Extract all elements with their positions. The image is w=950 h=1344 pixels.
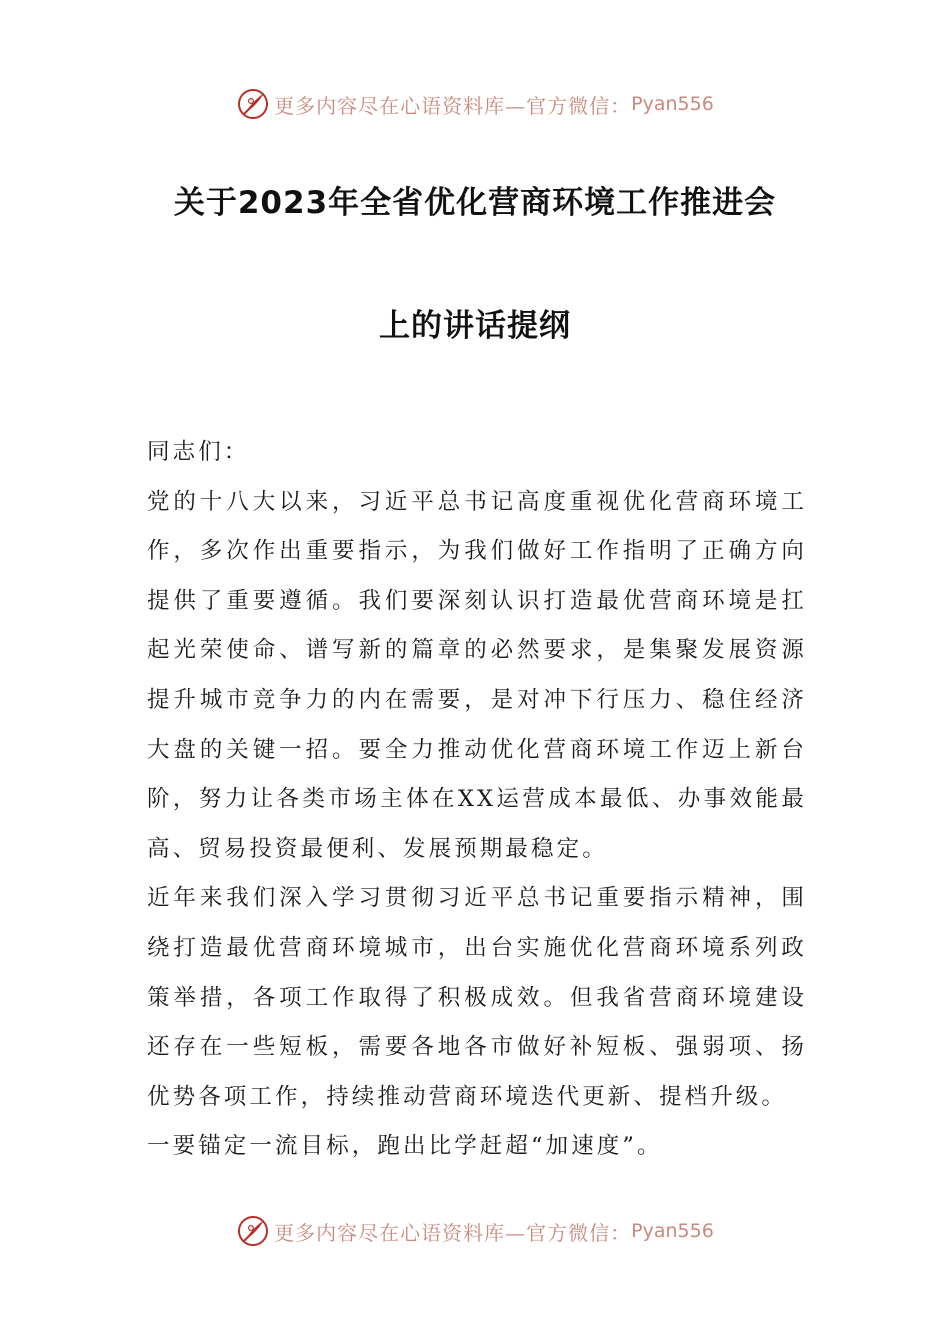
paragraph-1: 党的十八大以来，习近平总书记高度重视优化营商环境工作，多次作出重要指示，为我们做好工作指明了正确方向提供了重要遵循。我们要深刻认识打造最优营商环境是扛起光荣使命、谱写新的篇章的必然要求，是集聚发展资源提升城市竞争力的内在需要，是对冲下行压力、稳住经济大盘的关键一招。要全力推动优化营商环境工作迈上新台阶，努力让各类市场主体在XX运营成本最低、办事效能最高、贸易投资最便利、发展预期最稳定。 xyxy=(147,488,807,862)
paragraph-2: 近年来我们深入学习贯彻习近平总书记重要指示精神，围绕打造最优营商环境城市，出台实施优化营商环境系列政策举措，各项工作取得了积极成效。但我省营商环境建设还存在一些短板，需要各地各市做好补短板、强弱项、扬优势各项工作，持续推动营商环境迭代更新、提档升级。 xyxy=(147,885,807,1110)
header-watermark-banner xyxy=(0,82,950,126)
footer-wechat-id: Pyan556 xyxy=(631,1220,714,1242)
quill-pen-logo-icon xyxy=(236,1214,270,1248)
salutation: 同志们： xyxy=(147,439,250,465)
footer-watermark-banner xyxy=(0,1209,950,1253)
speech-body xyxy=(147,428,807,1172)
header-wechat-id: Pyan556 xyxy=(631,93,714,115)
paragraph-3: 一要锚定一流目标，跑出比学赶超“加速度”。 xyxy=(147,1133,663,1160)
document-title-line-1: 关于2023年全省优化营商环境工作推进会 xyxy=(173,185,777,221)
document-title-line-2: 上的讲话提纲 xyxy=(379,308,571,344)
footer-banner-text: 更多内容尽在心语资料库—官方微信： xyxy=(274,1220,632,1245)
quill-pen-logo-icon xyxy=(236,87,270,121)
header-banner-text: 更多内容尽在心语资料库—官方微信： xyxy=(274,93,632,118)
